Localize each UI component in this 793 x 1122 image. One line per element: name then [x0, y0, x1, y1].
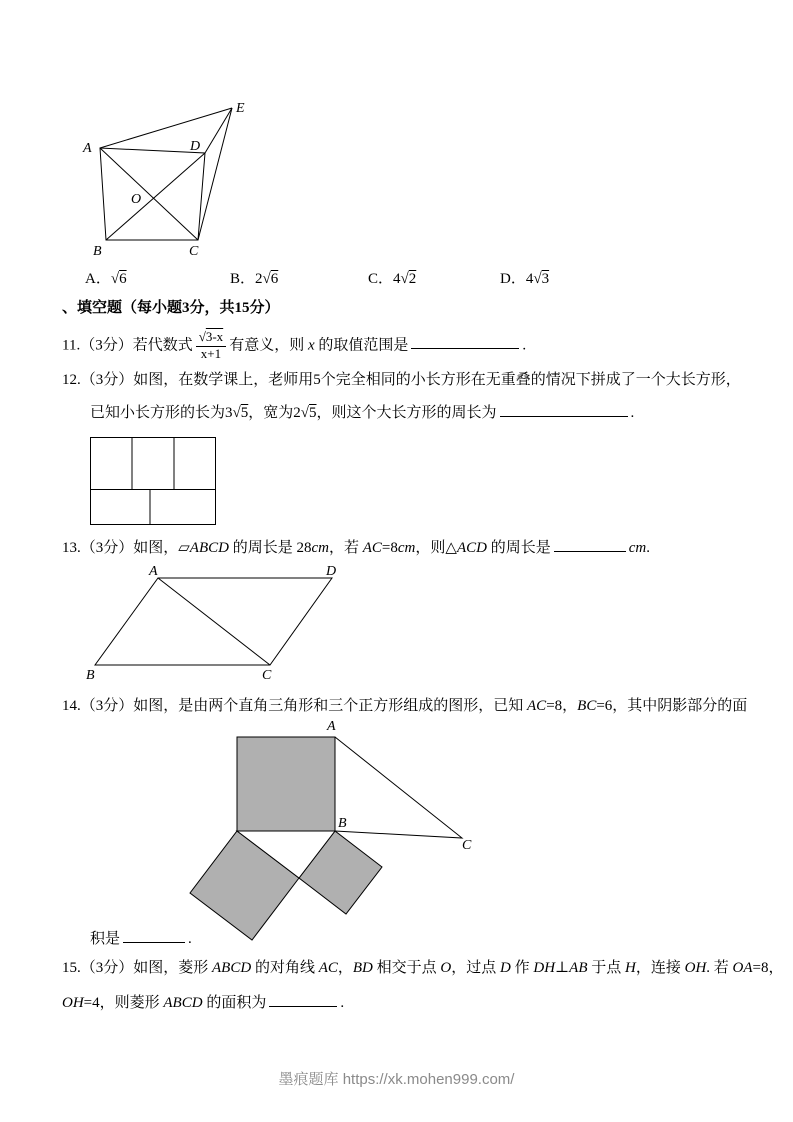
text-run: 13.（3分）如图，▱	[62, 540, 190, 556]
text-run: OH	[684, 960, 707, 976]
point-label-A: A	[149, 564, 158, 579]
text-run: cm	[397, 540, 416, 556]
answer-blank	[123, 942, 185, 943]
rectangle-grid	[91, 438, 216, 525]
square-ABCD-outline	[100, 108, 232, 240]
section-header: 、填空题（每小题3分，共15分）	[62, 300, 280, 316]
text-run: 14.（3分）如图，是由两个直角三角形和三个正方形组成的图形，已知	[62, 698, 528, 714]
text-run: =8	[381, 540, 398, 556]
text-run: =4，则菱形	[83, 995, 164, 1011]
point-label-B: B	[86, 668, 95, 683]
question-13-text	[62, 537, 650, 560]
text-run: D	[500, 960, 511, 976]
text-run: =8，	[752, 960, 784, 976]
text-run: x	[307, 337, 315, 354]
answer-blank	[411, 348, 519, 349]
text-run: cm	[628, 540, 647, 556]
text-run: ABCD	[212, 960, 252, 976]
question-15-line1	[62, 957, 784, 980]
point-label-A: A	[83, 141, 92, 156]
text-run: ，则△	[415, 540, 457, 556]
text-run: ABCD	[163, 995, 203, 1011]
text-run: ，	[337, 960, 353, 976]
text-run: ACD	[456, 540, 487, 556]
text-run: .	[630, 405, 635, 421]
question-11-text	[62, 330, 526, 362]
footer	[0, 1068, 793, 1089]
text-run: ⊥	[555, 960, 570, 976]
text-run: BD	[352, 960, 373, 976]
point-label-B: B	[338, 816, 347, 831]
radical-expression: √6	[262, 271, 279, 287]
text-run: . 若	[706, 960, 733, 976]
point-label-D: D	[326, 564, 337, 579]
text-run: 积是	[90, 931, 121, 947]
text-run: .	[646, 540, 650, 556]
text-run: 的周长是	[486, 540, 551, 556]
text-run: A．	[85, 271, 111, 287]
figure-q14-squares-triangles	[180, 715, 500, 950]
text-run: ，连接	[635, 960, 685, 976]
text-run: D．4	[500, 271, 534, 287]
text-run: B．2	[230, 271, 263, 287]
question-12-line1	[62, 369, 741, 392]
point-label-C: C	[189, 244, 199, 259]
point-label-D: D	[190, 139, 201, 154]
radical-expression: √2	[400, 271, 417, 287]
text-run: cm	[311, 540, 329, 556]
point-label-C: C	[262, 668, 272, 683]
text-run: =6，其中阴影部分的面	[596, 698, 748, 714]
fraction-with-radical: $\frac{√3-x}{x+1}$	[196, 330, 226, 362]
shaded-square-large	[237, 737, 335, 831]
point-label-A: A	[327, 719, 336, 734]
text-run: BC	[577, 698, 597, 714]
text-run: 的取值范围是	[314, 337, 409, 354]
text-run: C．4	[368, 271, 401, 287]
text-run: 15.（3分）如图，菱形	[62, 960, 213, 976]
option-B	[230, 268, 278, 291]
radical-expression: √6	[110, 271, 127, 287]
answer-blank	[500, 416, 628, 417]
radical-expression: √3	[533, 271, 550, 287]
radical-expression: √5	[300, 405, 317, 421]
parallelogram-outline	[95, 578, 332, 665]
text-run: 11.（3分）若代数式	[62, 337, 193, 354]
text-run: 相交于点	[372, 960, 441, 976]
footer-brand: 墨痕题库	[278, 1071, 343, 1088]
text-run: 已知小长方形的长为3	[90, 405, 233, 421]
option-D	[500, 268, 549, 291]
text-run: 于点	[587, 960, 625, 976]
answer-blank	[269, 1006, 337, 1007]
answer-blank	[554, 551, 626, 552]
text-run: =8，	[546, 698, 578, 714]
text-run: ，若	[328, 540, 363, 556]
text-run: 作	[510, 960, 534, 976]
text-run: 有意义，则	[229, 337, 308, 354]
text-run: AC	[318, 960, 338, 976]
text-run: OH	[62, 995, 84, 1011]
point-label-B: B	[93, 244, 102, 259]
point-label-E: E	[236, 101, 245, 116]
text-run: H	[625, 960, 636, 976]
question-14-line2	[90, 928, 192, 951]
text-run: 的周长是 28	[228, 540, 312, 556]
upper-right-triangle	[335, 737, 462, 838]
figure-q13-parallelogram	[85, 565, 345, 683]
point-label-O: O	[131, 192, 142, 207]
text-run: ，宽为2	[248, 405, 301, 421]
radical-expression: √5	[232, 405, 249, 421]
question-12-line2	[90, 402, 634, 425]
text-run: 12.（3分）如图，在数学课上，老师用5个完全相同的小长方形在无重叠的情况下拼成了一个大长方形，	[62, 372, 741, 388]
text-run: 的对角线	[251, 960, 319, 976]
text-run: .	[522, 337, 527, 354]
text-run: ，则这个大长方形的周长为	[316, 405, 497, 421]
footer-url[interactable]: https://xk.mohen999.com/	[342, 1071, 515, 1088]
text-run: OA	[732, 960, 753, 976]
text-run: O	[440, 960, 452, 976]
text-run: .	[188, 931, 192, 947]
text-run: ABCD	[189, 540, 229, 556]
text-run: DH	[533, 960, 556, 976]
question-15-line2	[62, 992, 344, 1015]
option-A	[85, 268, 127, 291]
text-run: ，过点	[451, 960, 501, 976]
text-run: .	[340, 995, 345, 1011]
text-run: AC	[362, 540, 382, 556]
text-run: AC	[527, 698, 547, 714]
text-run: 的面积为	[202, 995, 267, 1011]
figure-q12-rectangles	[90, 437, 217, 527]
option-C	[368, 268, 416, 291]
point-label-C: C	[462, 838, 472, 853]
text-run: AB	[569, 960, 588, 976]
figure-q10-square-diagram	[60, 93, 260, 263]
